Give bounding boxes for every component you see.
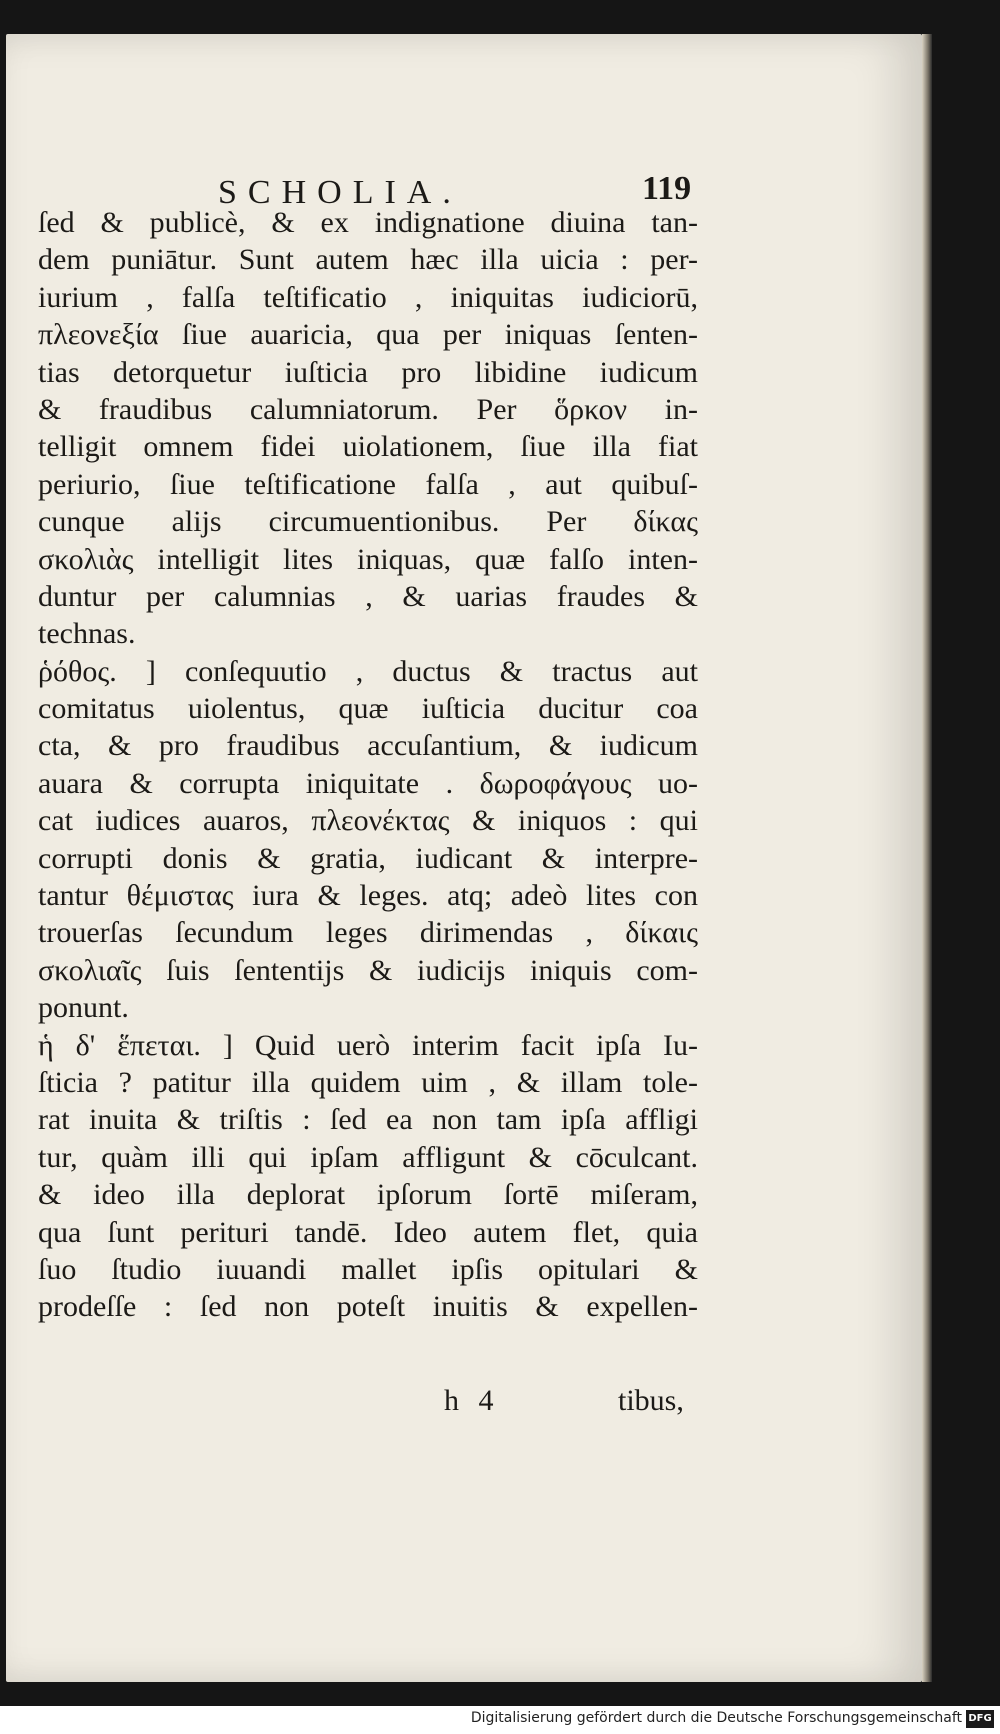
text-line: ῥόθος. ] conſequutio , ductus & tractus aut [38,654,698,688]
signature-mark: h 4 [444,1384,500,1417]
text-line: cta, & pro fraudibus accuſantium, & iudicum [38,729,698,763]
text-line: periurio, ſiue teſtificatione falſa , aut quibuſ- [38,467,698,501]
text-line: & fraudibus calumniatorum. Per ὅρκον in- [38,392,698,426]
text-line: ponunt. [38,991,129,1025]
text-line: ſuo ſtudio iuuandi mallet ipſis opitulari & [38,1252,698,1286]
text-line: σκολιὰς intelligit lites iniquas, quæ falſo inten- [38,542,698,576]
text-line: dem puniātur. Sunt autem hæc illa uicia : per- [38,243,698,277]
page-edge-shadow [922,34,932,1682]
text-line: trouerſas ſecundum leges dirimendas , δίκαις [38,916,698,950]
page-number: 119 [642,170,692,207]
text-line: cat iudices auaros, πλεονέκτας & iniquos : qui [38,804,698,838]
text-line: corrupti donis & gratia, iudicant & interpre- [38,841,698,875]
book-page [6,34,922,1682]
text-line: duntur per calumnias , & uarias fraudes & [38,579,698,613]
text-line: auara & corrupta iniquitate . δωροφάγους uo- [38,766,698,800]
body-text [38,204,698,1326]
text-line: rat inuita & triſtis : ſed ea non tam ipſa affligi [38,1103,698,1137]
running-head: SCHOLIA. [218,174,462,211]
text-line: ſticia ? patitur illa quidem uim , & illam tole- [38,1065,698,1099]
text-line: iurium , falſa teſtificatio , iniquitas iudiciorū, [38,280,698,314]
text-line: comitatus uiolentus, quæ iuſticia ducitur coa [38,692,698,726]
text-line: ſed & publicè, & ex indignatione diuina tan- [38,206,698,239]
digitization-footer [0,1706,1000,1734]
funding-credit: Digitalisierung gefördert durch die Deutsche Forschungsgemeinschaft [470,1710,962,1726]
text-line: qua ſunt perituri tandē. Ideo autem flet, quia [38,1215,698,1249]
text-line: & ideo illa deplorat ipſorum ſortē miſeram, [38,1178,698,1212]
text-line: cunque alijs circumuentionibus. Per δίκας [38,505,698,539]
text-line: telligit omnem fidei uiolationem, ſiue illa fiat [38,430,698,464]
text-line: tias detorquetur iuſticia pro libidine iudicum [38,355,698,389]
text-line: prodeſſe : ſed non poteſt inuitis & expellen- [38,1290,698,1324]
page-header [6,152,922,211]
text-line: tur, quàm illi qui ipſam affligunt & cōculcant. [38,1140,698,1174]
dfg-logo: DFG [966,1710,994,1728]
text-line: ἡ δ' ἕπεται. ] Quid uerò interim facit ipſa Iu- [38,1028,698,1062]
text-line: tantur θέμιστας iura & leges. atq; adeò lites con [38,879,698,913]
text-line: πλεονεξία ſiue auaricia, qua per iniquas ſenten- [38,318,698,352]
text-line: σκολιαῖς ſuis ſententijs & iudicijs iniquis com- [38,953,698,987]
catch-line [6,1376,922,1426]
catchword: tibus, [618,1384,684,1417]
text-line: technas. [38,617,136,651]
